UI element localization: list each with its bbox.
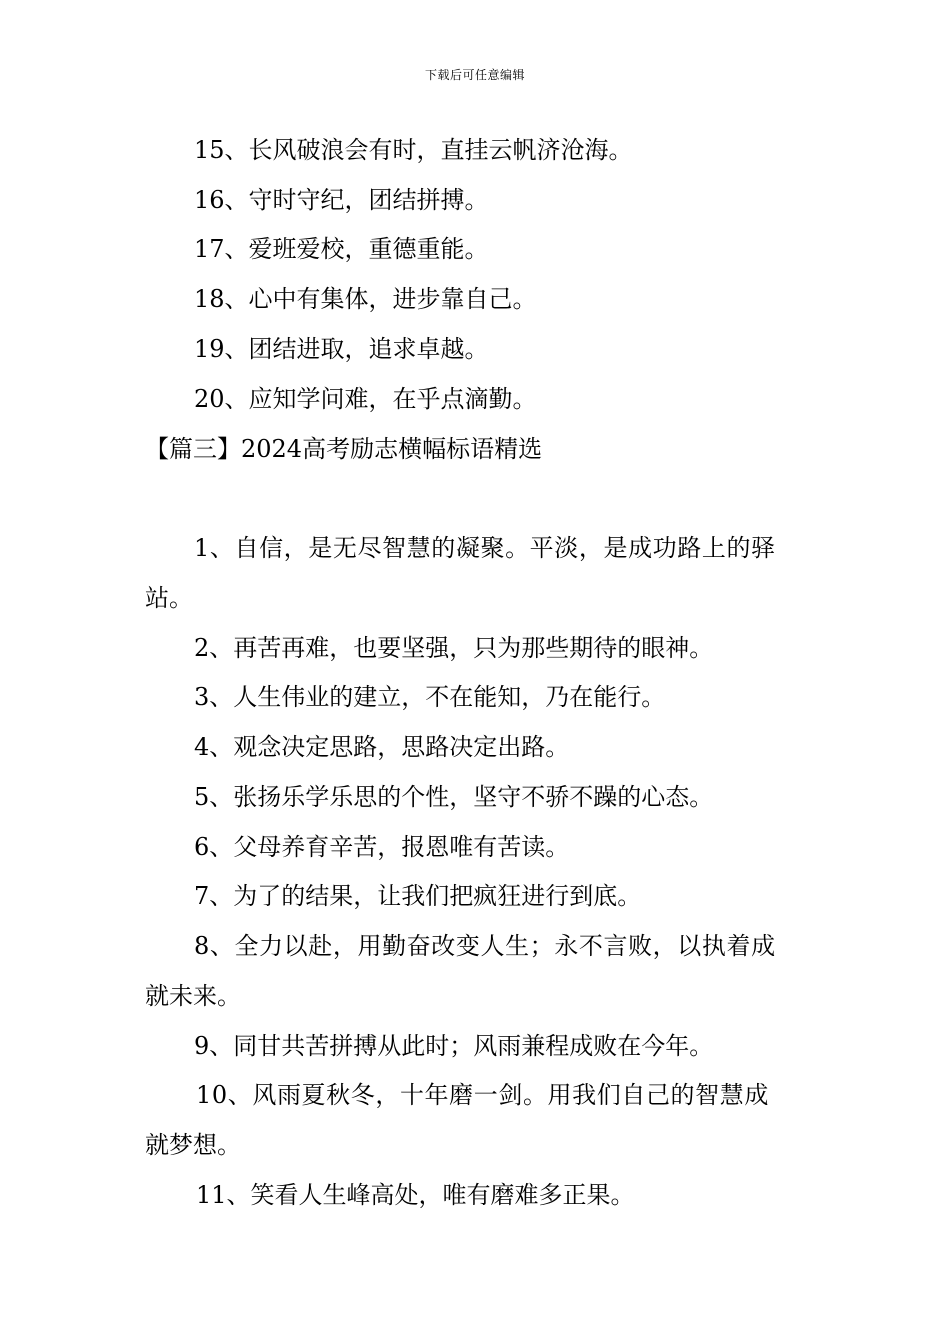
slogan-line: 2、再苦再难，也要坚强，只为那些期待的眼神。 <box>194 634 714 662</box>
slogan-line: 15、长风破浪会有时，直挂云帆济沧海。 <box>194 136 633 164</box>
slogan-line: 4、观念决定思路，思路决定出路。 <box>194 733 570 761</box>
slogan-line: 8、全力以赴，用勤奋改变人生；永不言败，以执着成 <box>194 932 776 960</box>
slogan-line-continuation: 就梦想。 <box>145 1131 241 1159</box>
section-heading: 【篇三】2024高考励志横幅标语精选 <box>145 435 543 463</box>
header-note: 下载后可任意编辑 <box>424 68 525 82</box>
slogan-line: 9、同甘共苦拼搏从此时；风雨兼程成败在今年。 <box>194 1032 714 1060</box>
slogan-line-continuation: 站。 <box>145 584 193 612</box>
slogan-line: 11、笑看人生峰高处，唯有磨难多正果。 <box>196 1181 635 1209</box>
slogan-line: 3、人生伟业的建立，不在能知，乃在能行。 <box>194 683 666 711</box>
slogan-line: 10、风雨夏秋冬，十年磨一剑。用我们自己的智慧成 <box>196 1081 769 1109</box>
slogan-line: 20、应知学问难，在乎点滴勤。 <box>194 385 537 413</box>
slogan-line: 1、自信，是无尽智慧的凝聚。平淡，是成功路上的驿 <box>194 534 776 562</box>
slogan-line: 19、团结进取，追求卓越。 <box>194 335 489 363</box>
slogan-line: 6、父母养育辛苦，报恩唯有苦读。 <box>194 833 570 861</box>
slogan-line: 17、爱班爱校，重德重能。 <box>194 235 489 263</box>
slogan-line-continuation: 就未来。 <box>145 982 241 1010</box>
slogan-line: 5、张扬乐学乐思的个性，坚守不骄不躁的心态。 <box>194 783 714 811</box>
slogan-line: 18、心中有集体，进步靠自己。 <box>194 285 537 313</box>
slogan-line: 7、为了的结果，让我们把疯狂进行到底。 <box>194 882 642 910</box>
slogan-line: 16、守时守纪，团结拼搏。 <box>194 186 489 214</box>
